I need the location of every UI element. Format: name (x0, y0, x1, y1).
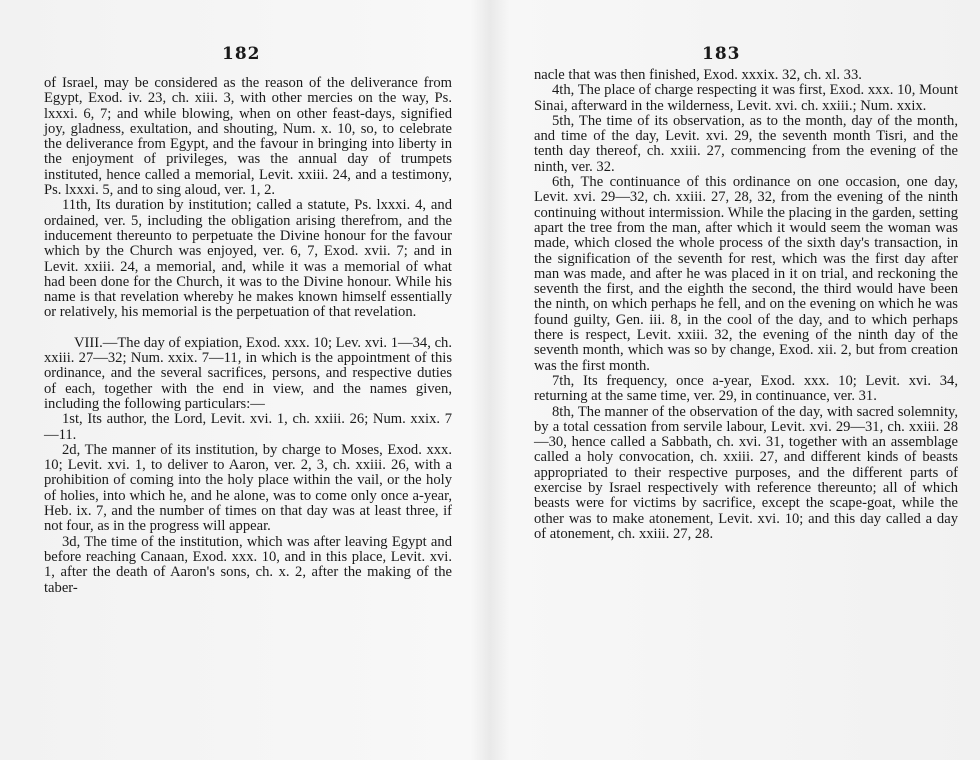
paragraph: 3d, The time of the institution, which was after leaving Egypt and before reaching Canaan, Exod. xxx. 10, and in this place, Levit. xvi. 1, after the death of Aaron's sons, ch. x. 2, after the making of the taber- (44, 533, 452, 596)
section-heading-paragraph: VIII.—The day of expiation, Exod. xxx. 10; Lev. xvi. 1—34, ch. xxiii. 27—32; Num. xxix. 7—11, in which is the appointment of this ordinance, and the several sacrifices, persons, and respective duties of each, together with the end in view, and the names given, including the following particulars:— (44, 334, 452, 412)
paragraph: 11th, Its duration by institution; called a statute, Ps. lxxxi. 4, and ordained, ver. 5, including the obligation arising therefrom, and the inducement thereunto to perpetuate the Divine honour for the favour which by the Church was enjoyed, ver. 6, 7, Exod. xvii. 7; and in Levit. xxiii. 24, a memorial, and, while it was a memorial of what had been done for the Church, it was to the Divine honour. While his name is that revelation whereby he makes known himself essentially or relatively, his memorial is the perpetuation of that revelation. (44, 197, 452, 321)
paragraph: 8th, The manner of the observation of the day, with sacred solemnity, by a total cessation from servile labour, Levit. xvi. 29—31, ch. xxiii. 28—30, hence called a Sabbath, ch. xvi. 31, together with an assemblage called a holy convocation, ch. xxiii. 27, and different kinds of beasts appropriated to their respective purposes, and the different parts of exercise by Israel respectively with reference thereunto; all of which beasts were for victims by sacrifice, except the scape-goat, while the other was to make atonement, Levit. xvi. 10; and this day called a day of atonement, ch. xxiii. 27, 28. (534, 403, 958, 542)
paragraph: 7th, Its frequency, once a-year, Exod. xxx. 10; Levit. xvi. 34, returning at the same time, ver. 29, in continuance, ver. 31. (534, 372, 958, 405)
paragraph: 2d, The manner of its institution, by charge to Moses, Exod. xxx. 10; Levit. xvi. 1, to deliver to Aaron, ver. 2, 3, ch. xxiii. 26, with a prohibition of coming into the holy place within the vail, or the holy of holies, into which he, and he alone, was to come only once a-year, Heb. ix. 7, and the number of times on that day was at least three, if not four, as in the progress will appear. (44, 441, 452, 535)
page-body (44, 76, 452, 596)
right-page (490, 0, 980, 760)
paragraph: 6th, The continuance of this ordinance on one occasion, one day, Levit. xvi. 29—32, ch. xxiii. 27, 28, 32, from the evening of the ninth continuing without intermission. While the placing in the garden, setting apart the tree from the man, after which it would seem the woman was made, which closed the whole process of the sixth day's transaction, in the signification of the seventh for rest, which was the first day after man was made, and after he was placed in it on trial, and reckoning the seventh the first, and the eighth the second, the third would have been the ninth, on which perhaps he fell, and on the evening on which he was found guilty, Gen. iii. 8, in the cool of the day, and to which perhaps there is respect, Levit. xxiii. 32, the evening of the ninth day of the seventh month, which was so by change, Exod. xii. 2, but from creation was the first month. (534, 174, 958, 374)
page-number: 183 (702, 44, 741, 64)
paragraph: 5th, The time of its observation, as to the month, day of the month, and time of the day, Levit. xvi. 29, the seventh month Tisri, and the tenth day thereof, ch. xxiii. 27, commencing from the evening of the ninth, ver. 32. (534, 112, 958, 175)
paragraph: 1st, Its author, the Lord, Levit. xvi. 1, ch. xxiii. 26; Num. xxix. 7—11. (44, 411, 452, 443)
page-number: 182 (222, 44, 261, 64)
paragraph: 4th, The place of charge respecting it was first, Exod. xxx. 10, Mount Sinai, afterward in the wilderness, Levit. xvi. ch. xxiii.; Num. xxix. (534, 82, 958, 114)
paragraph: nacle that was then finished, Exod. xxxix. 32, ch. xl. 33. (534, 67, 862, 83)
page-body (534, 68, 958, 542)
paragraph: of Israel, may be considered as the reason of the deliverance from Egypt, Exod. iv. 23, ch. xiii. 3, with other mercies on the way, Ps. lxxxi. 6, 7; and while blowing, when on other feast-days, signified joy, gladness, exultation, and shouting, Num. x. 10, so, to celebrate the deliverance from Egypt, and the favour in bringing into liberty in the enjoyment of privileges, was the annual day of trumpets instituted, hence called a memorial, Levit. xxiii. 24, and a testimony, Ps. lxxxi. 5, and to sing aloud, ver. 1, 2. (44, 75, 452, 199)
